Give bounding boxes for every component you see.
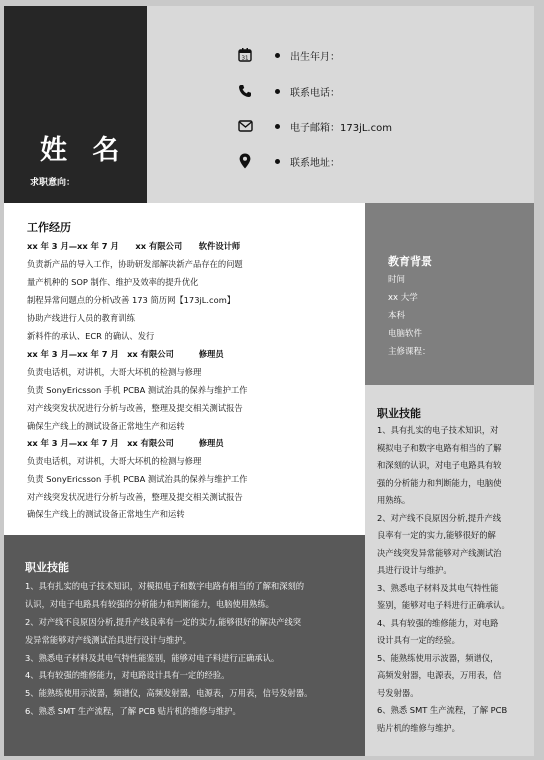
skill-line: 5、能熟练使用示波器，频谱仪， bbox=[377, 653, 499, 663]
education-line: 时间 bbox=[388, 275, 406, 285]
mail-icon bbox=[235, 117, 255, 135]
contact-label: 联系地址： bbox=[290, 157, 340, 169]
work-line: 确保生产线上的测试设备正常地生产和运转 bbox=[27, 509, 185, 519]
skills-section-right bbox=[365, 385, 534, 756]
skill-line: 模拟电子和数字电路有相当的了解 bbox=[377, 443, 502, 453]
skill-line: 4、具有较强的维修能力，对电路 bbox=[377, 618, 499, 628]
skill-line: 贴片机的维修与维护。 bbox=[377, 723, 460, 733]
skill-line: 4、具有较强的维修能力，对电路设计具有一定的经验。 bbox=[25, 670, 230, 680]
skill-line: 高频发射器，电源表，万用表，信 bbox=[377, 670, 502, 680]
education-section bbox=[365, 203, 534, 385]
skills-title: 职业技能 bbox=[25, 561, 69, 574]
work-line: 负责 SonyEricsson 手机 PCBA 测试治具的保养与维护工作 bbox=[27, 385, 248, 395]
skills-title: 职业技能 bbox=[377, 407, 421, 420]
skills-section-left bbox=[4, 535, 365, 756]
work-line: 负责电话机，对讲机，大哥大坏机的检测与修理 bbox=[27, 456, 202, 466]
work-line: 对产线突发状况进行分析与改善，整理及提交相关测试报告 bbox=[27, 492, 243, 502]
skill-line: 5、能熟练使用示波器，频谱仪，高频发射器，电源表，万用表，信号发射器。 bbox=[25, 688, 313, 698]
skill-line: 1、具有扎实的电子技术知识，对 bbox=[377, 425, 499, 435]
work-line: 协助产线进行人员的教育训练 bbox=[27, 313, 135, 323]
skill-line: 发异常能够对产线测试治具进行设计与维护。 bbox=[25, 635, 191, 645]
work-line: 负责电话机，对讲机，大哥大坏机的检测与修理 bbox=[27, 367, 202, 377]
contact-birth bbox=[235, 46, 340, 64]
location-icon bbox=[235, 152, 255, 170]
work-title: 工作经历 bbox=[27, 221, 71, 234]
skill-line: 设计具有一定的经验。 bbox=[377, 635, 460, 645]
work-line: 对产线突发状况进行分析与改善，整理及提交相关测试报告 bbox=[27, 403, 243, 413]
bullet-dot bbox=[275, 159, 280, 164]
contact-email bbox=[235, 117, 392, 135]
education-line: 主修课程： bbox=[388, 347, 431, 357]
contact-block bbox=[147, 6, 534, 203]
skill-line: 2、对产线不良原因分析,提升产线 bbox=[377, 513, 502, 523]
contact-address bbox=[235, 152, 340, 170]
education-title: 教育背景 bbox=[388, 255, 432, 268]
work-line: 负责新产品的导入工作，协助研发部解决新产品存在的问题 bbox=[27, 259, 243, 269]
svg-text:31: 31 bbox=[241, 55, 249, 62]
work-line: 制程异常问题点的分析\改善 173 简历网【173jL.com】 bbox=[27, 295, 236, 305]
calendar-icon bbox=[235, 46, 255, 64]
education-line: xx 大学 bbox=[388, 293, 418, 303]
work-line: 量产机种的 SOP 制作、维护及效率的提升优化 bbox=[27, 277, 199, 287]
work-line: xx 年 3 月—xx 年 7 月 xx 有限公司 修理员 bbox=[27, 349, 224, 359]
skill-line: 1、具有扎实的电子技术知识，对模拟电子和数字电路有相当的了解和深刻的 bbox=[25, 581, 305, 591]
resume-page bbox=[4, 6, 534, 756]
contact-label: 电子邮箱：173jL.com bbox=[290, 122, 392, 134]
skill-line: 用熟练。 bbox=[377, 495, 411, 505]
skill-line: 良率有一定的实力,能够很好的解 bbox=[377, 530, 496, 540]
objective-label: 求职意向： bbox=[30, 178, 76, 188]
skill-line: 号发射器。 bbox=[377, 688, 419, 698]
skill-line: 和深刻的认识，对电子电路具有较 bbox=[377, 460, 502, 470]
skill-line: 决产线突发异常能够对产线测试治 bbox=[377, 548, 502, 558]
name-block bbox=[4, 6, 147, 203]
skill-line: 认识，对电子电路具有较强的分析能力和判断能力，电脑使用熟练。 bbox=[25, 599, 274, 609]
skill-line: 具进行设计与维护。 bbox=[377, 565, 452, 575]
skill-line: 6、熟悉 SMT 生产流程，了解 PCB 贴片机的维修与维护。 bbox=[25, 706, 241, 716]
contact-phone bbox=[235, 82, 340, 100]
skill-line: 2、对产线不良原因分析,提升产线良率有一定的实力,能够很好的解决产线突 bbox=[25, 617, 302, 627]
bullet-dot bbox=[275, 89, 280, 94]
bullet-dot bbox=[275, 124, 280, 129]
work-line: 新料件的承认、ECR 的确认、发行 bbox=[27, 331, 155, 341]
education-line: 本科 bbox=[388, 311, 406, 321]
bullet-dot bbox=[275, 53, 280, 58]
skill-line: 3、熟悉电子材料及其电气特性能 bbox=[377, 583, 499, 593]
education-line: 电脑软件 bbox=[388, 329, 423, 339]
skill-line: 3、熟悉电子材料及其电气特性能鉴别，能够对电子料进行正确承认。 bbox=[25, 653, 280, 663]
skill-line: 鉴别，能够对电子料进行正确承认。 bbox=[377, 600, 510, 610]
phone-icon bbox=[235, 82, 255, 100]
work-line: xx 年 3 月—xx 年 7 月 xx 有限公司 软件设计师 bbox=[27, 241, 241, 251]
work-line: 负责 SonyEricsson 手机 PCBA 测试治具的保养与维护工作 bbox=[27, 474, 248, 484]
contact-label: 联系电话： bbox=[290, 87, 340, 99]
skill-line: 强的分析能力和判断能力，电脑使 bbox=[377, 478, 502, 488]
work-experience-section bbox=[4, 203, 365, 535]
candidate-name: 姓 名 bbox=[40, 135, 128, 166]
work-line: xx 年 3 月—xx 年 7 月 xx 有限公司 修理员 bbox=[27, 438, 224, 448]
skill-line: 6、熟悉 SMT 生产流程，了解 PCB bbox=[377, 705, 508, 715]
work-line: 确保生产线上的测试设备正常地生产和运转 bbox=[27, 421, 185, 431]
contact-label: 出生年月： bbox=[290, 51, 340, 63]
